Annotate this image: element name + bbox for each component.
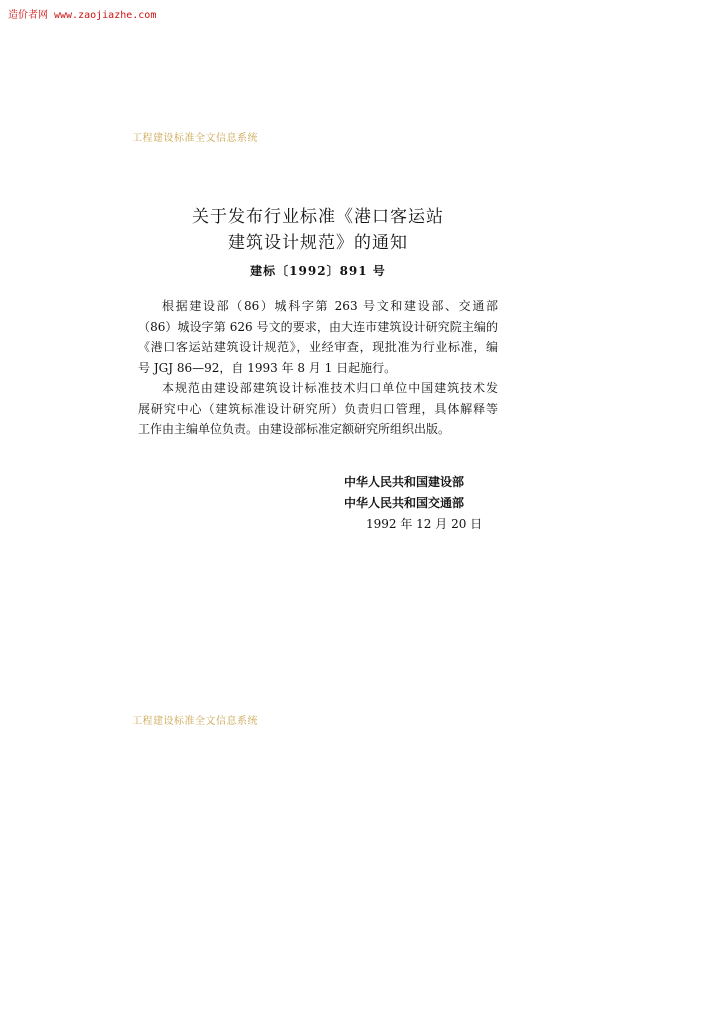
system-watermark-bottom: 工程建设标准全文信息系统 xyxy=(132,716,258,727)
site-name: 造价者网 xyxy=(8,10,48,21)
site-url: www.zaojiazhe.com xyxy=(54,10,157,21)
notice-body xyxy=(138,296,498,440)
paragraph1-line: （86）城设字第 626 号文的要求，由大连市建筑设计研究院主编的 xyxy=(138,319,498,334)
document-number: 建标〔1992〕891 号 xyxy=(250,264,386,278)
paragraph2-line: 展研究中心（建筑标准设计研究所）负责归口管理，具体解释等 xyxy=(138,401,498,416)
paragraph2-line: 本规范由建设部建筑设计标准技术归口单位中国建筑技术发 xyxy=(162,381,498,395)
issuer-ministry-communications: 中华人民共和国交通部 xyxy=(344,496,465,510)
issuer-ministry-construction: 中华人民共和国建设部 xyxy=(344,475,465,489)
issue-date: 1992 年 12 月 20 日 xyxy=(366,517,483,531)
notice-title-line1: 关于发布行业标准《港口客运站 xyxy=(192,207,444,227)
system-watermark-top: 工程建设标准全文信息系统 xyxy=(132,133,258,144)
signature-block xyxy=(344,472,482,535)
paragraph1-line: 号 JGJ 86—92，自 1993 年 8 月 1 日起施行。 xyxy=(138,360,397,375)
paragraph1-line: 《港口客运站建筑设计规范》，业经审查，现批准为行业标准，编 xyxy=(138,340,498,354)
paragraph2-line: 工作由主编单位负责。由建设部标准定额研究所组织出版。 xyxy=(138,422,451,436)
notice-title-line2: 建筑设计规范》的通知 xyxy=(228,233,408,253)
site-watermark xyxy=(8,6,156,21)
paragraph1-line: 根据建设部（86）城科字第 263 号文和建设部、交通部 xyxy=(162,299,498,313)
